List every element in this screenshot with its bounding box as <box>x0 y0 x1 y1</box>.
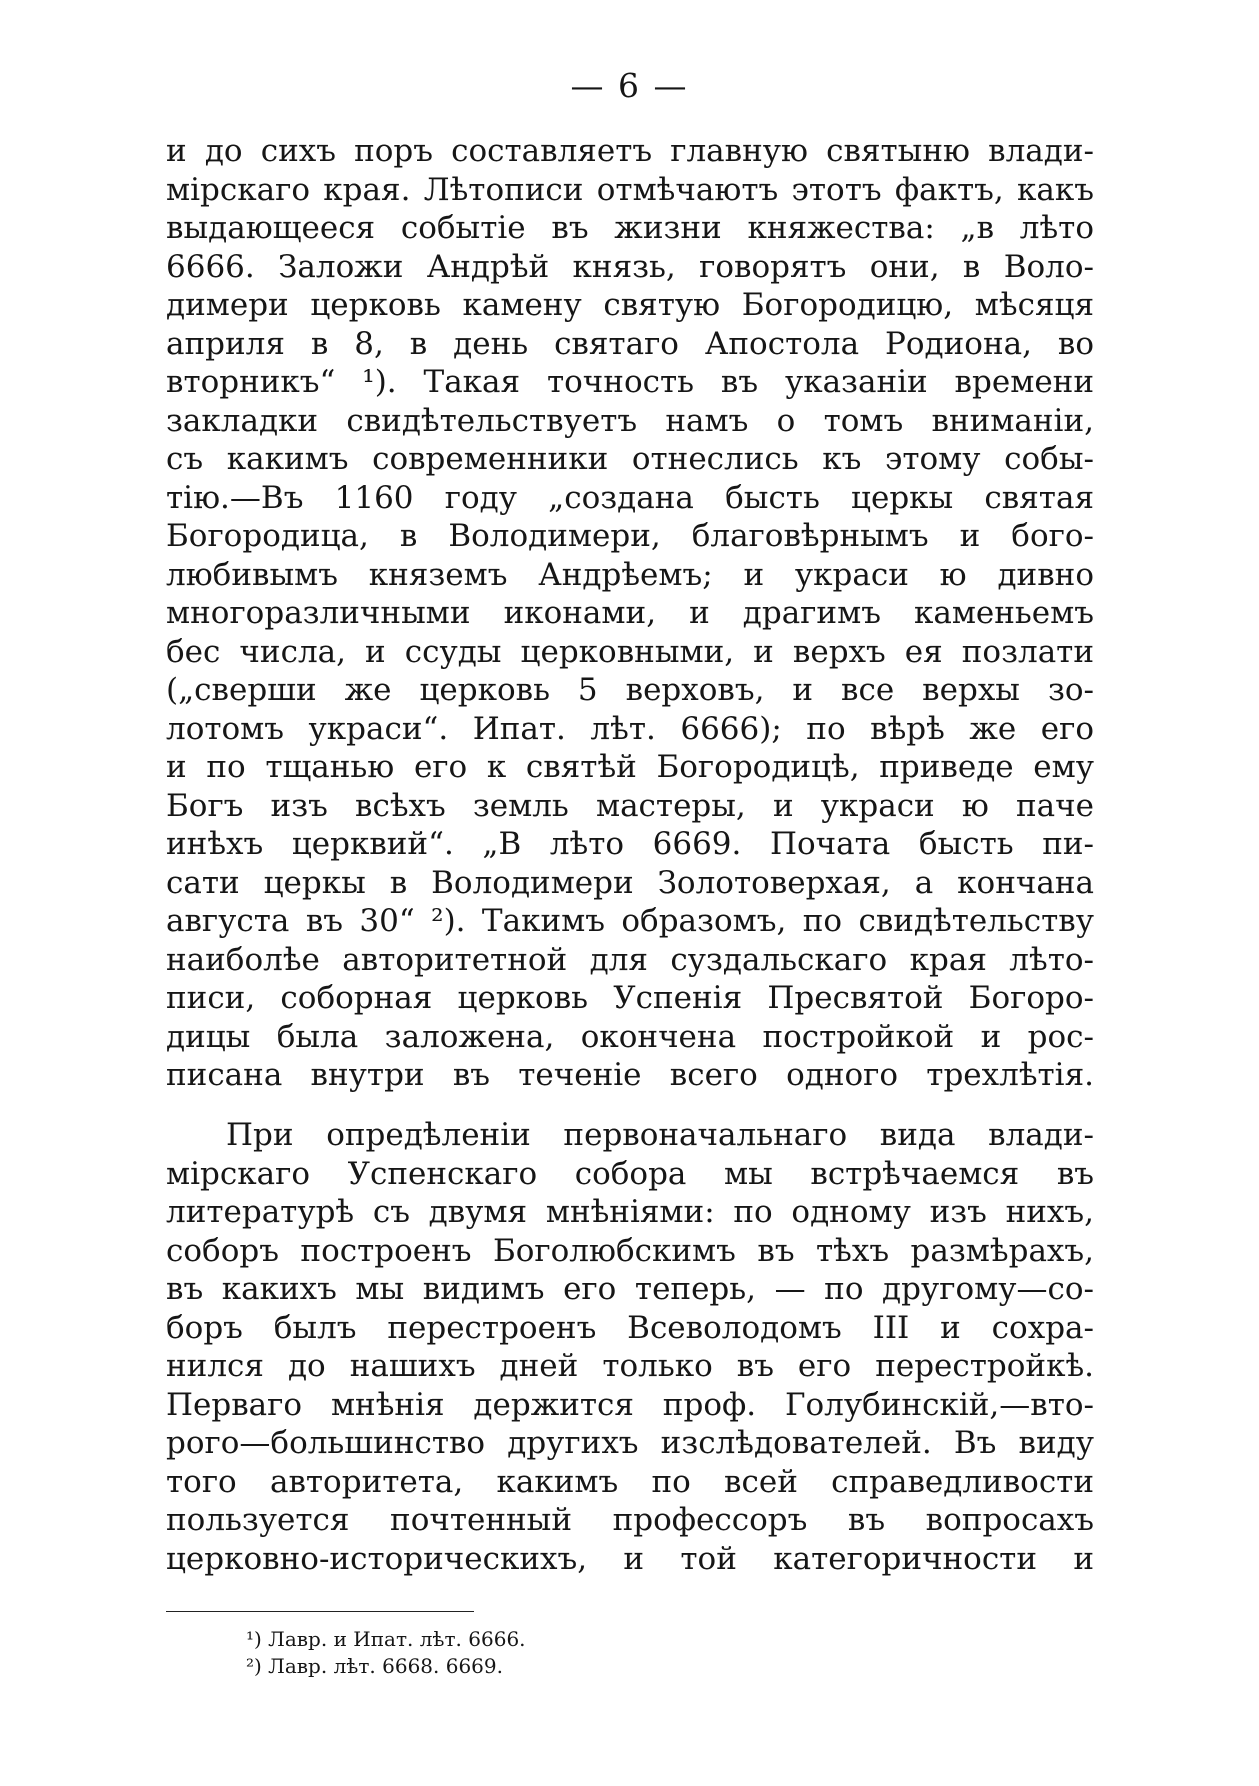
paragraph-2 <box>166 1116 1094 1578</box>
text-line: дицы была заложена, окончена постройкой и рос- <box>166 1018 1094 1055</box>
text-line: августа въ 30“ ²). Такимъ образомъ, по свидѣтельству <box>166 903 1094 939</box>
text-line: литературѣ съ двумя мнѣніями: по одному изъ нихъ, <box>166 1194 1094 1230</box>
text-line: Богъ изъ всѣхъ земль мастеры, и украси ю паче <box>166 787 1094 824</box>
text-line: соборъ построенъ Боголюбскимъ въ тѣхъ размѣрахъ, <box>166 1232 1094 1269</box>
text-line: любивымъ княземъ Андрѣемъ; и украси ю дивно <box>166 556 1094 593</box>
text-line: нился до нашихъ дней только въ его перестройкѣ. <box>166 1348 1094 1384</box>
footnote-divider <box>166 1611 474 1612</box>
paragraph-1 <box>166 132 1094 1095</box>
text-line: пользуется почтенный профессоръ въ вопросахъ <box>166 1502 1094 1538</box>
text-line: выдающееся событіе въ жизни княжества: „в лѣто <box>166 210 1094 246</box>
text-line: того авторитета, какимъ по всей справедливости <box>166 1463 1094 1500</box>
text-line: и по тщанью его к святѣй Богородицѣ, приведе ему <box>166 749 1094 785</box>
text-line: 6666. Заложи Андрѣй князь, говорятъ они, в Воло- <box>166 248 1094 285</box>
footnote-2: ²) Лавр. лѣт. 6668. 6669. <box>246 1654 503 1678</box>
text-line: („сверши же церковь 5 верховъ, и все верхы зо- <box>166 672 1094 708</box>
text-line: Перваго мнѣнія держится проф. Голубинскій,—вто- <box>166 1386 1094 1423</box>
text-line: бес числа, и ссуды церковными, и верхъ ея позлати <box>166 633 1094 670</box>
text-line: въ какихъ мы видимъ его теперь, — по другому—со- <box>166 1271 1094 1307</box>
text-line: многоразличными иконами, и драгимъ каменьемъ <box>166 595 1094 631</box>
text-line: Богородица, в Володимери, благовѣрнымъ и бого- <box>166 518 1094 554</box>
text-line: При опредѣленіи первоначальнаго вида влади- <box>226 1117 1094 1153</box>
text-line: мірскаго края. Лѣтописи отмѣчаютъ этотъ фактъ, какъ <box>166 171 1094 208</box>
text-line: тію.—Въ 1160 году „создана бысть церкы святая <box>166 479 1094 516</box>
text-line: сати церкы в Володимери Золотоверхая, а кончана <box>166 864 1094 901</box>
text-line: димери церковь камену святую Богородицю, мѣсяця <box>166 287 1094 323</box>
text-line: закладки свидѣтельствуетъ намъ о томъ вниманіи, <box>166 402 1094 439</box>
text-line: априля в 8, в день святаго Апостола Родиона, во <box>166 325 1094 362</box>
text-line: вторникъ“ ¹). Такая точность въ указаніи времени <box>166 364 1094 400</box>
text-line: боръ былъ перестроенъ Всеволодомъ III и сохра- <box>166 1309 1094 1346</box>
footnotes <box>246 1626 526 1680</box>
text-line: мірскаго Успенскаго собора мы встрѣчаемся въ <box>166 1155 1094 1192</box>
text-line: съ какимъ современники отнеслись къ этому собы- <box>166 441 1094 477</box>
text-line: лотомъ украси“. Ипат. лѣт. 6666); по вѣрѣ же его <box>166 710 1094 747</box>
text-line: инѣхъ церквий“. „В лѣто 6669. Почата бысть пи- <box>166 826 1094 862</box>
page-number: — 6 — <box>570 66 689 105</box>
text-line: церковно-историческихъ, и той категоричности и <box>166 1540 1094 1577</box>
text-line: наиболѣе авторитетной для суздальскаго края лѣто- <box>166 941 1094 978</box>
text-line: писи, соборная церковь Успенія Пресвятой Богоро- <box>166 980 1094 1016</box>
text-line: и до сихъ поръ составляетъ главную святыню влади- <box>166 133 1094 169</box>
footnote-1: ¹) Лавр. и Ипат. лѣт. 6666. <box>246 1627 526 1651</box>
text-line: писана внутри въ теченіе всего одного трехлѣтія. <box>166 1057 1094 1093</box>
text-line: рого—большинство другихъ изслѣдователей. Въ виду <box>166 1425 1094 1461</box>
